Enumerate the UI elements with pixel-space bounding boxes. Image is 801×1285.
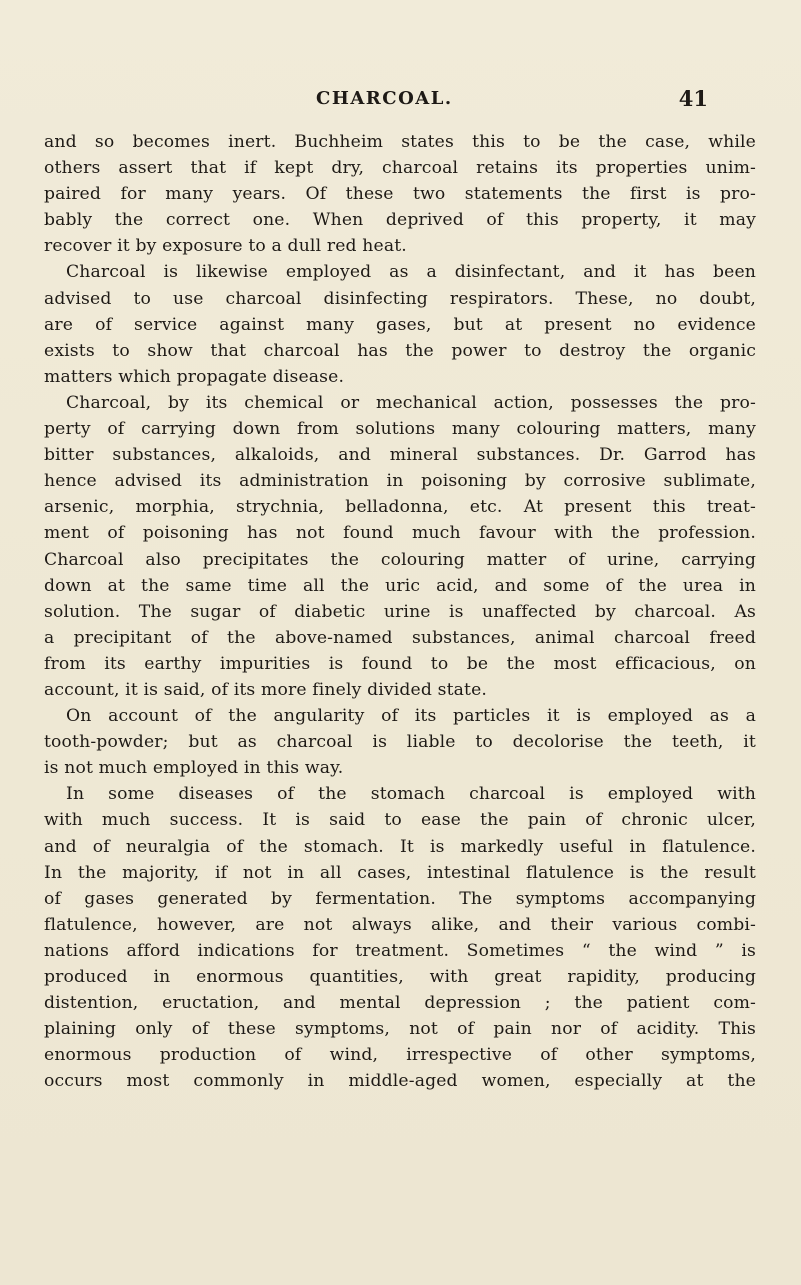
text-line: solution. The sugar of diabetic urine is unaffected by charcoal. As bbox=[44, 601, 756, 622]
text-line: advised to use charcoal disinfecting respirators. These, no doubt, bbox=[44, 288, 756, 309]
text-line: distention, eructation, and mental depression ; the patient com- bbox=[44, 993, 756, 1014]
text-line: tooth-powder; but as charcoal is liable to decolorise the teeth, it bbox=[44, 732, 756, 753]
text-line: recover it by exposure to a dull red heat. bbox=[44, 236, 407, 257]
text-line: exists to show that charcoal has the power to destroy the organic bbox=[44, 340, 756, 361]
page-number: 41 bbox=[678, 86, 708, 111]
text-line: are of service against many gases, but at present no evidence bbox=[44, 314, 756, 335]
text-line: plaining only of these symptoms, not of pain nor of acidity. This bbox=[44, 1019, 756, 1040]
text-line: In the majority, if not in all cases, intestinal flatulence is the result bbox=[44, 862, 756, 883]
text-line: account, it is said, of its more finely divided state. bbox=[44, 679, 488, 700]
text-line: Charcoal is likewise employed as a disinfectant, and it has been bbox=[66, 262, 756, 283]
text-line: produced in enormous quantities, with great rapidity, producing bbox=[44, 967, 756, 987]
text-line: ment of poisoning has not found much favour with the profession. bbox=[44, 523, 756, 544]
text-line: a precipitant of the above-named substances, animal charcoal freed bbox=[44, 627, 756, 648]
running-title: CHARCOAL. bbox=[316, 88, 453, 109]
text-line: On account of the angularity of its particles it is employed as a bbox=[66, 706, 756, 727]
text-line: is not much employed in this way. bbox=[44, 758, 344, 779]
text-line: arsenic, morphia, strychnia, belladonna, etc. At present this treat- bbox=[44, 497, 756, 518]
text-line: bitter substances, alkaloids, and mineral substances. Dr. Garrod has bbox=[44, 445, 756, 466]
text-line: enormous production of wind, irrespective of other symptoms, bbox=[44, 1045, 756, 1066]
text-line: matters which propagate disease. bbox=[44, 366, 345, 387]
text-line: Charcoal, by its chemical or mechanical action, possesses the pro- bbox=[66, 392, 756, 413]
text-line: bably the correct one. When deprived of this property, it may bbox=[44, 210, 756, 231]
running-head bbox=[44, 88, 756, 116]
text-line: nations afford indications for treatment. Sometimes “ the wind ” is bbox=[44, 940, 756, 961]
text-line: others assert that if kept dry, charcoal retains its properties unim- bbox=[44, 158, 756, 179]
text-line: Charcoal also precipitates the colouring matter of urine, carrying bbox=[44, 549, 756, 570]
text-line: perty of carrying down from solutions many colouring matters, many bbox=[44, 419, 756, 440]
text-line: down at the same time all the uric acid, and some of the urea in bbox=[44, 575, 756, 596]
text-line: hence advised its administration in poisoning by corrosive sublimate, bbox=[44, 471, 756, 492]
text-line: of gases generated by fermentation. The symptoms accompanying bbox=[44, 888, 756, 909]
body-text bbox=[44, 129, 756, 1094]
text-line: with much success. It is said to ease the pain of chronic ulcer, bbox=[44, 810, 756, 831]
text-line: In some diseases of the stomach charcoal is employed with bbox=[66, 784, 756, 805]
text-line: paired for many years. Of these two statements the first is pro- bbox=[44, 184, 756, 205]
text-line: and so becomes inert. Buchheim states this to be the case, while bbox=[44, 132, 756, 152]
text-line: flatulence, however, are not always alike, and their various combi- bbox=[44, 914, 756, 935]
text-line: occurs most commonly in middle-aged women, especially at the bbox=[44, 1071, 756, 1092]
text-line: from its earthy impurities is found to be the most efficacious, on bbox=[44, 653, 756, 674]
text-line: and of neuralgia of the stomach. It is markedly useful in flatulence. bbox=[44, 836, 756, 857]
